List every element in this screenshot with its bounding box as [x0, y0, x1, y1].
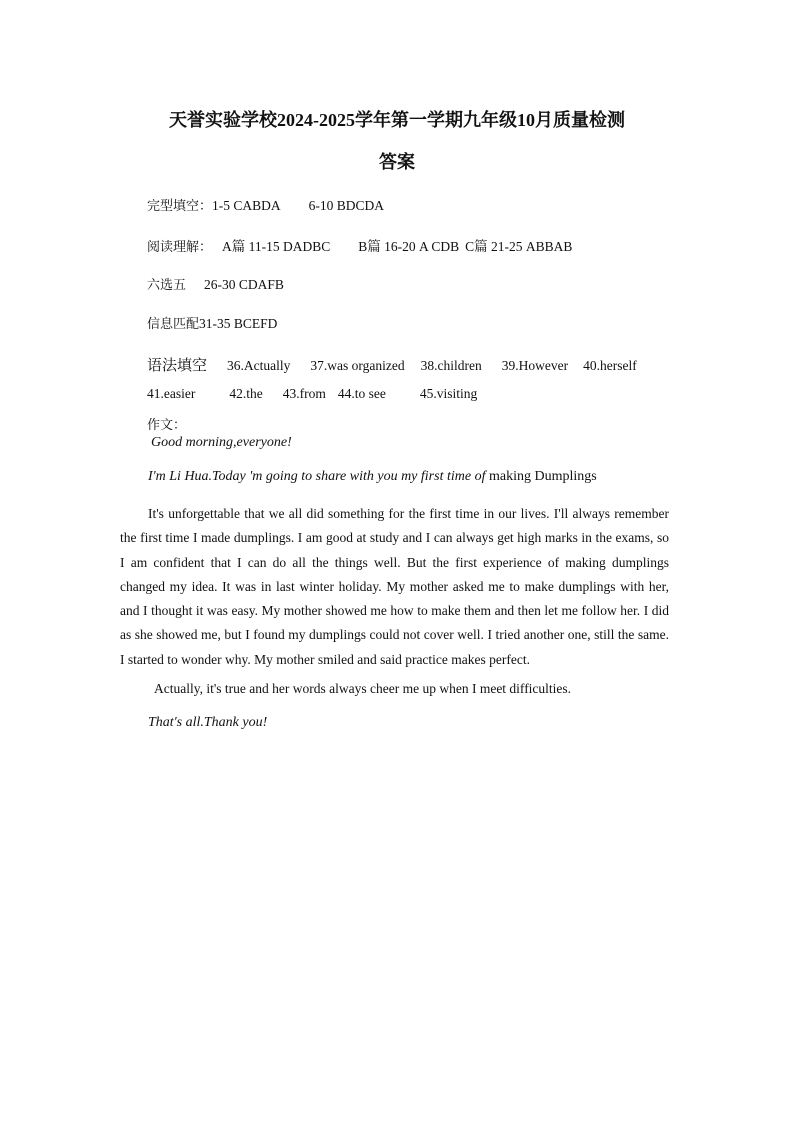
essay-closing: That's all.Thank you!: [148, 715, 268, 730]
reading-part-a: A篇 11-15 DADBC: [222, 239, 331, 254]
essay-intro-topic: making Dumplings: [488, 469, 597, 484]
six-choose-five-label: 六选五: [147, 278, 187, 293]
grammar-item: 43.from: [282, 386, 326, 401]
grammar-item: 44.to see: [337, 386, 386, 401]
grammar-label: 语法填空: [147, 356, 208, 374]
grammar-item: 45.visiting: [419, 386, 478, 401]
cloze-group-2: 6-10 BDCDA: [308, 198, 385, 213]
matching-label: 信息匹配: [147, 317, 200, 332]
page-subtitle: 答案: [379, 152, 415, 172]
matching-values: 31-35 BCEFD: [199, 316, 278, 331]
grammar-answers-row-2: [147, 386, 477, 402]
grammar-answers-row-1: [147, 354, 637, 375]
six-choose-five-values: 26-30 CDAFB: [204, 277, 284, 292]
reading-answers: [147, 235, 572, 255]
grammar-item: 42.the: [229, 386, 263, 401]
grammar-item: 37.was organized: [310, 358, 405, 373]
grammar-item: 39.However: [501, 358, 569, 373]
six-choose-five-answers: [147, 274, 284, 293]
matching-answers: [147, 313, 277, 332]
essay-paragraph-1: It's unforgettable that we all did something for the first time in our lives. I'll always remember the first time I made dumplings. I am good at study and I can always get high marks in the exams, so I am confident that I can do all the things well. But the first experience of making dumplings changed my idea. It was in last winter holiday. My mother asked me to make dumplings with her, and I thought it was easy. My mother showed me how to make them and then let me follow her. I did as she showed me, but I found my dumplings could not cover well. I tried another one, still the same. I started to wonder why. My mother smiled and said practice makes perfect.: [120, 506, 669, 667]
grammar-item: 41.easier: [147, 386, 196, 401]
page-title: 天誉实验学校2024-2025学年第一学期九年级10月质量检测: [169, 110, 625, 130]
reading-part-b: B篇 16-20 A CDB: [358, 239, 460, 254]
essay-paragraph-2: Actually, it's true and her words always cheer me up when I meet difficulties.: [154, 681, 572, 696]
cloze-label: 完型填空：: [147, 199, 213, 214]
essay-intro: [148, 469, 597, 485]
essay-intro-italic: I'm Li Hua.Today 'm going to share with you my first time of: [148, 469, 486, 484]
grammar-item: 38.children: [420, 358, 482, 373]
reading-part-c: C篇 21-25 ABBAB: [465, 239, 573, 254]
cloze-answers: [147, 195, 384, 214]
reading-label: 阅读理解：: [147, 240, 213, 255]
composition-label-text: 作文：: [147, 418, 187, 433]
grammar-item: 36.Actually: [227, 358, 291, 373]
essay-greeting: Good morning,everyone!: [151, 435, 292, 450]
cloze-group-1: 1-5 CABDA: [212, 198, 281, 213]
grammar-item: 40.herself: [583, 358, 637, 373]
composition-label: [147, 414, 186, 433]
